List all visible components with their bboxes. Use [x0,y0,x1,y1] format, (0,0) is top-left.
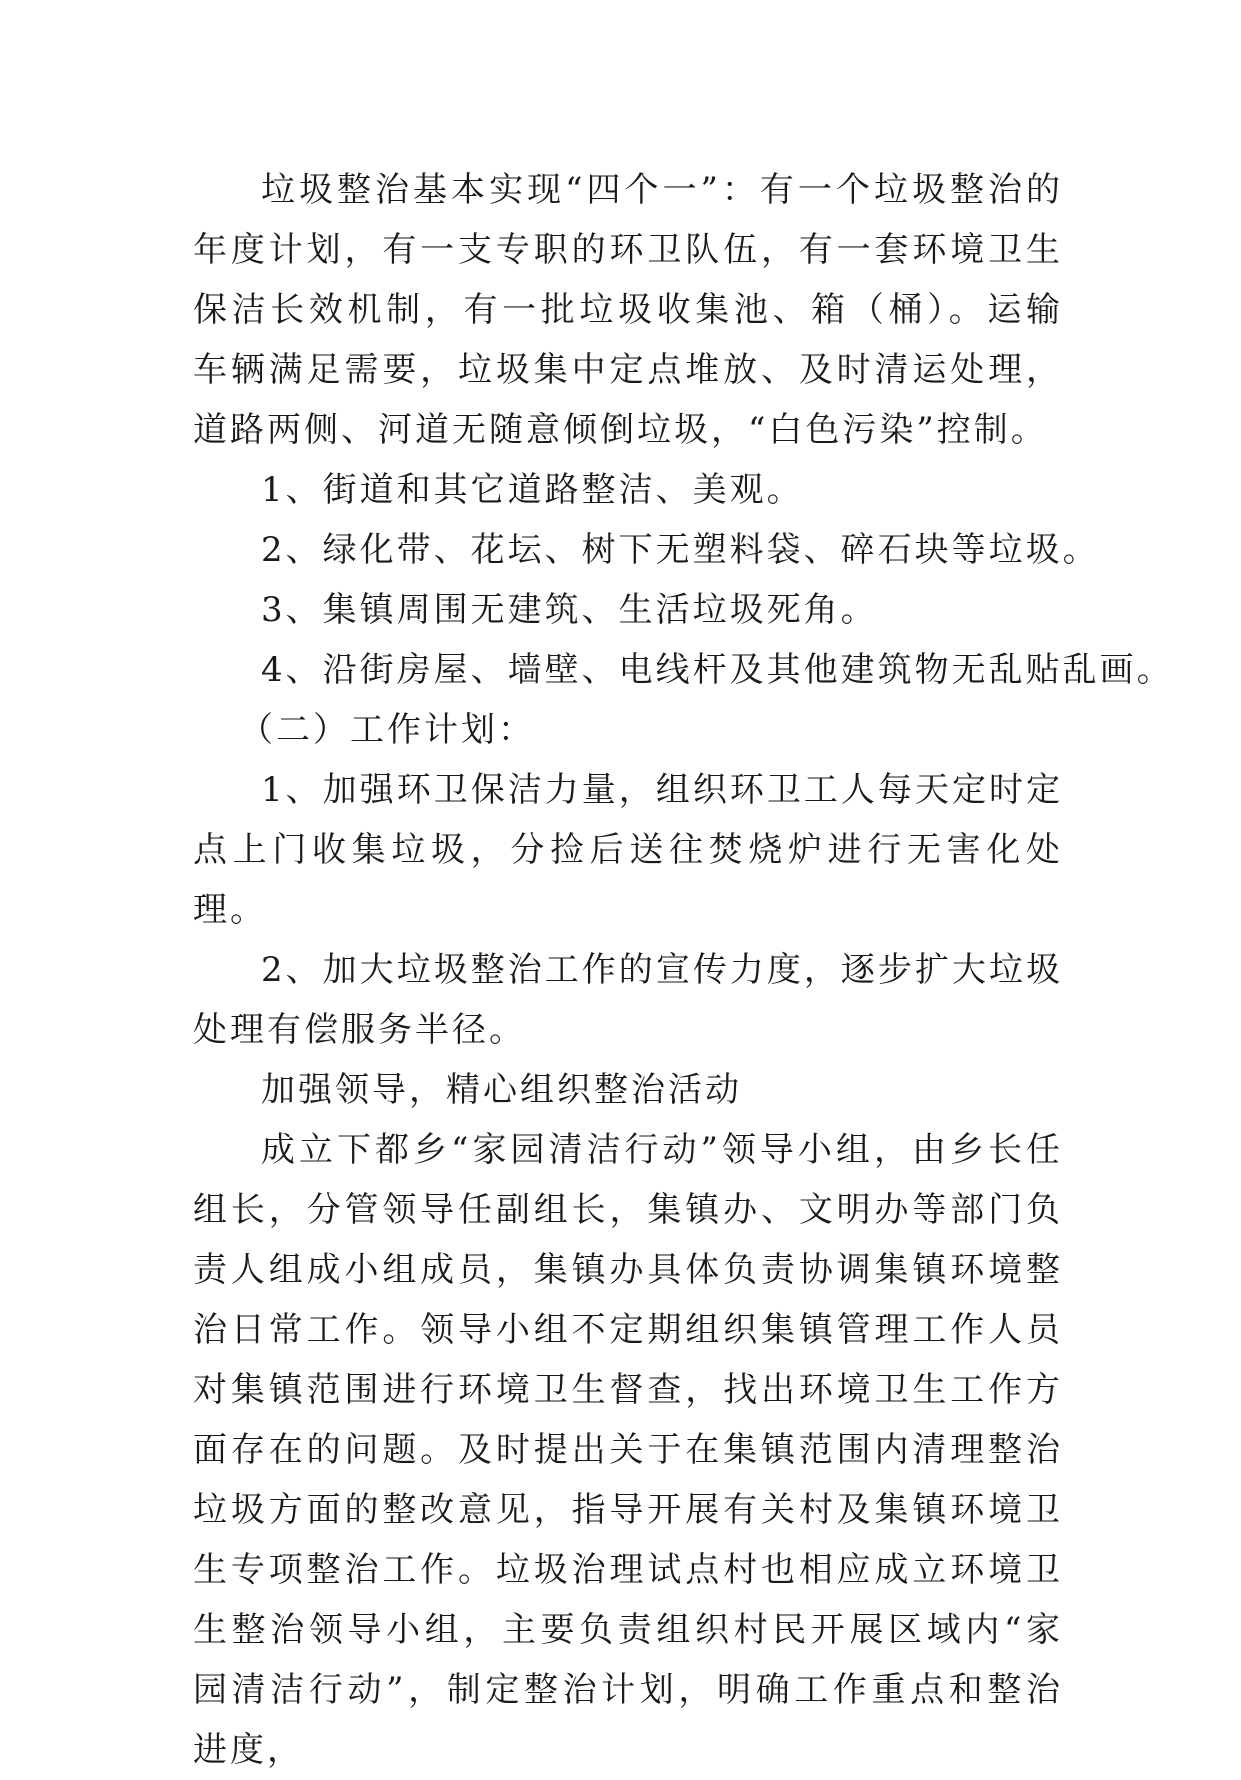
leadership-paragraph: 成立下都乡“家园清洁行动”领导小组，由乡长任组长，分管领导任副组长，集镇办、文明办等部门负责人组成小组成员，集镇办具体负责协调集镇环境整治日常工作。领导小组不定期组织集镇管理工作人员对集镇范围进行环境卫生督查，找出环境卫生工作方面存在的问题。及时提出关于在集镇范围内清理整治垃圾方面的整改意见，指导开展有关村及集镇环境卫生专项整治工作。垃圾治理试点村也相应成立环境卫生整治领导小组，主要负责组织村民开展区域内“家园清洁行动”，制定整治计划，明确工作重点和整治进度， [193,1130,1063,1770]
work-plan-item-1: 1、加强环卫保洁力量，组织环卫工人每天定时定点上门收集垃圾，分捡后送往焚烧炉进行无害化处理。 [193,770,1063,930]
document-body [193,160,1174,1780]
requirement-item-3: 3、集镇周围无建筑、生活垃圾死角。 [261,590,878,630]
requirement-item-4: 4、沿街房屋、墙壁、电线杆及其他建筑物无乱贴乱画。 [261,650,1174,690]
requirement-item-1: 1、街道和其它道路整洁、美观。 [261,470,804,510]
intro-paragraph: 垃圾整治基本实现“四个一”：有一个垃圾整治的年度计划，有一支专职的环卫队伍，有一套环境卫生保洁长效机制，有一批垃圾收集池、箱（桶）。运输车辆满足需要，垃圾集中定点堆放、及时清运处理，道路两侧、河道无随意倾倒垃圾，“白色污染”控制。 [193,170,1063,450]
leadership-heading: 加强领导，精心组织整治活动 [261,1070,742,1110]
work-plan-heading: （二）工作计划： [239,710,535,750]
requirement-item-2: 2、绿化带、花坛、树下无塑料袋、碎石块等垃圾。 [261,530,1100,570]
work-plan-item-2: 2、加大垃圾整治工作的宣传力度，逐步扩大垃圾处理有偿服务半径。 [193,950,1063,1050]
